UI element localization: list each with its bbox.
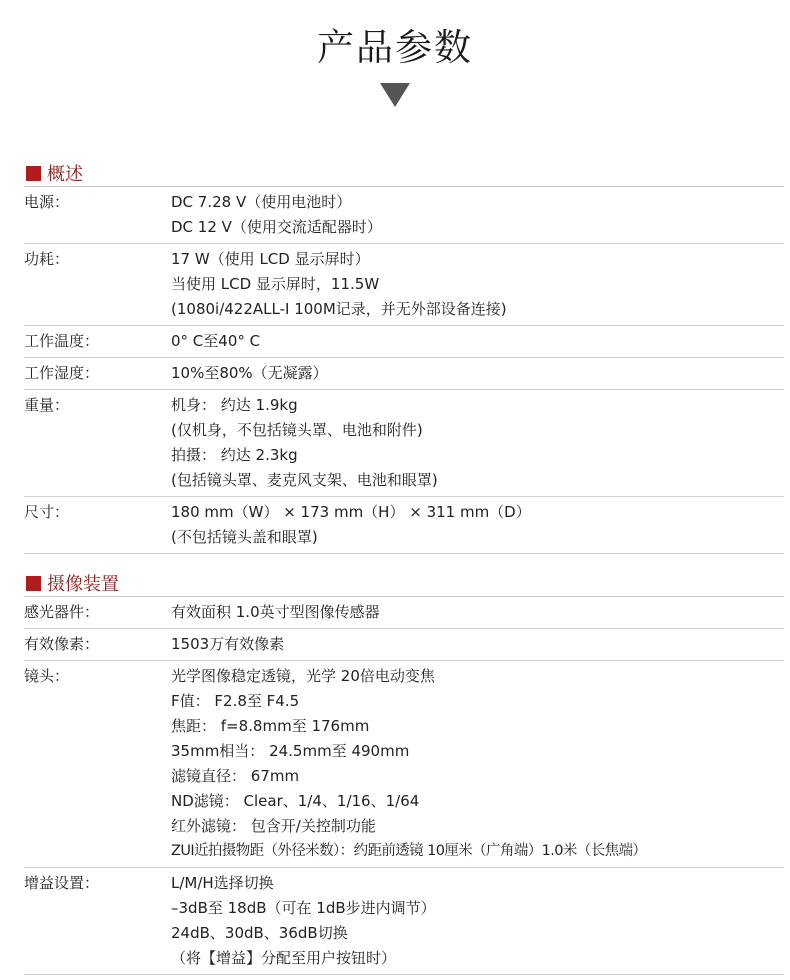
spec-row [24, 661, 784, 868]
spec-value-line: （将【增益】分配至用户按钮时） [171, 949, 397, 967]
spec-label: 尺寸： [24, 503, 70, 521]
spec-values [171, 664, 784, 864]
spec-value-line: DC 12 V（使用交流适配器时） [171, 218, 382, 236]
spec-value-line: DC 7.28 V（使用电池时） [171, 193, 352, 211]
spec-value-line: L/M/H选择切换 [171, 874, 274, 892]
spec-value-line: (仅机身，不包括镜头罩、电池和附件) [171, 421, 423, 439]
spec-value-line: (1080i/422ALL-I 100M记录，并无外部设备连接) [171, 300, 507, 318]
spec-value-line: ND滤镜： Clear、1/4、1/16、1/64 [171, 792, 420, 810]
spec-label: 重量： [24, 396, 70, 414]
spec-label: 电源： [24, 193, 70, 211]
spec-values [171, 361, 784, 386]
spec-value-line: 拍摄： 约达 2.3kg [171, 446, 298, 464]
spec-values [171, 500, 784, 550]
spec-label: 工作湿度： [24, 364, 100, 382]
spec-values [171, 600, 784, 625]
spec-label: 功耗： [24, 250, 70, 268]
spec-row [24, 244, 784, 326]
down-arrow-icon [380, 83, 410, 107]
spec-row [24, 326, 784, 358]
spec-value-line: 24dB、30dB、36dB切换 [171, 924, 348, 942]
spec-row [24, 868, 784, 975]
spec-value-line: 机身： 约达 1.9kg [171, 396, 298, 414]
spec-label: 感光器件： [24, 603, 100, 621]
spec-values [171, 393, 784, 493]
section-header [24, 570, 784, 597]
spec-row [24, 497, 784, 554]
spec-value-line: 35mm相当： 24.5mm至 490mm [171, 742, 410, 760]
spec-row [24, 358, 784, 390]
page-title: 产品参数 [317, 26, 473, 69]
spec-content [24, 160, 784, 975]
spec-value-line: 10%至80%（无凝露） [171, 364, 328, 382]
spec-label: 增益设置： [24, 874, 100, 892]
section-header [24, 160, 784, 187]
spec-row [24, 390, 784, 497]
spec-value-line: F值： F2.8至 F4.5 [171, 692, 300, 710]
spec-values [171, 190, 784, 240]
section-square-icon [26, 576, 41, 591]
spec-values [171, 329, 784, 354]
spec-row [24, 187, 784, 244]
spec-value-line: (包括镜头罩、麦克风支架、电池和眼罩) [171, 471, 438, 489]
spec-label: 镜头： [24, 667, 70, 685]
spec-value-line: 当使用 LCD 显示屏时，11.5W [171, 275, 380, 293]
spec-label: 有效像素： [24, 635, 100, 653]
spec-value-line: 焦距： f=8.8mm至 176mm [171, 717, 370, 735]
spec-values [171, 632, 784, 657]
section-title: 概述 [47, 164, 83, 185]
spec-value-line: 17 W（使用 LCD 显示屏时） [171, 250, 370, 268]
spec-value-line: (不包括镜头盖和眼罩) [171, 528, 318, 546]
section-title: 摄像装置 [47, 574, 119, 595]
section-gap [24, 554, 784, 570]
spec-row [24, 597, 784, 629]
spec-value-line: 1503万有效像素 [171, 635, 285, 653]
spec-values [171, 871, 784, 971]
spec-value-line: 有效面积 1.0英寸型图像传感器 [171, 603, 380, 621]
spec-value-line: ZUI近拍摄物距（外径米数）：约距前透镜 10厘米（广角端）1.0米（长焦端） [171, 843, 647, 859]
spec-value-line: 180 mm（W） × 173 mm（H） × 311 mm（D） [171, 503, 531, 521]
spec-row [24, 629, 784, 661]
spec-values [171, 247, 784, 322]
spec-value-line: 滤镜直径： 67mm [171, 767, 300, 785]
spec-value-line: –3dB至 18dB（可在 1dB步进内调节） [171, 899, 436, 917]
spec-label: 工作温度： [24, 332, 100, 350]
spec-value-line: 0° C至40° C [171, 332, 261, 350]
section-square-icon [26, 166, 41, 181]
spec-value-line: 红外滤镜： 包含开/关控制功能 [171, 817, 376, 835]
spec-value-line: 光学图像稳定透镜，光学 20倍电动变焦 [171, 667, 435, 685]
